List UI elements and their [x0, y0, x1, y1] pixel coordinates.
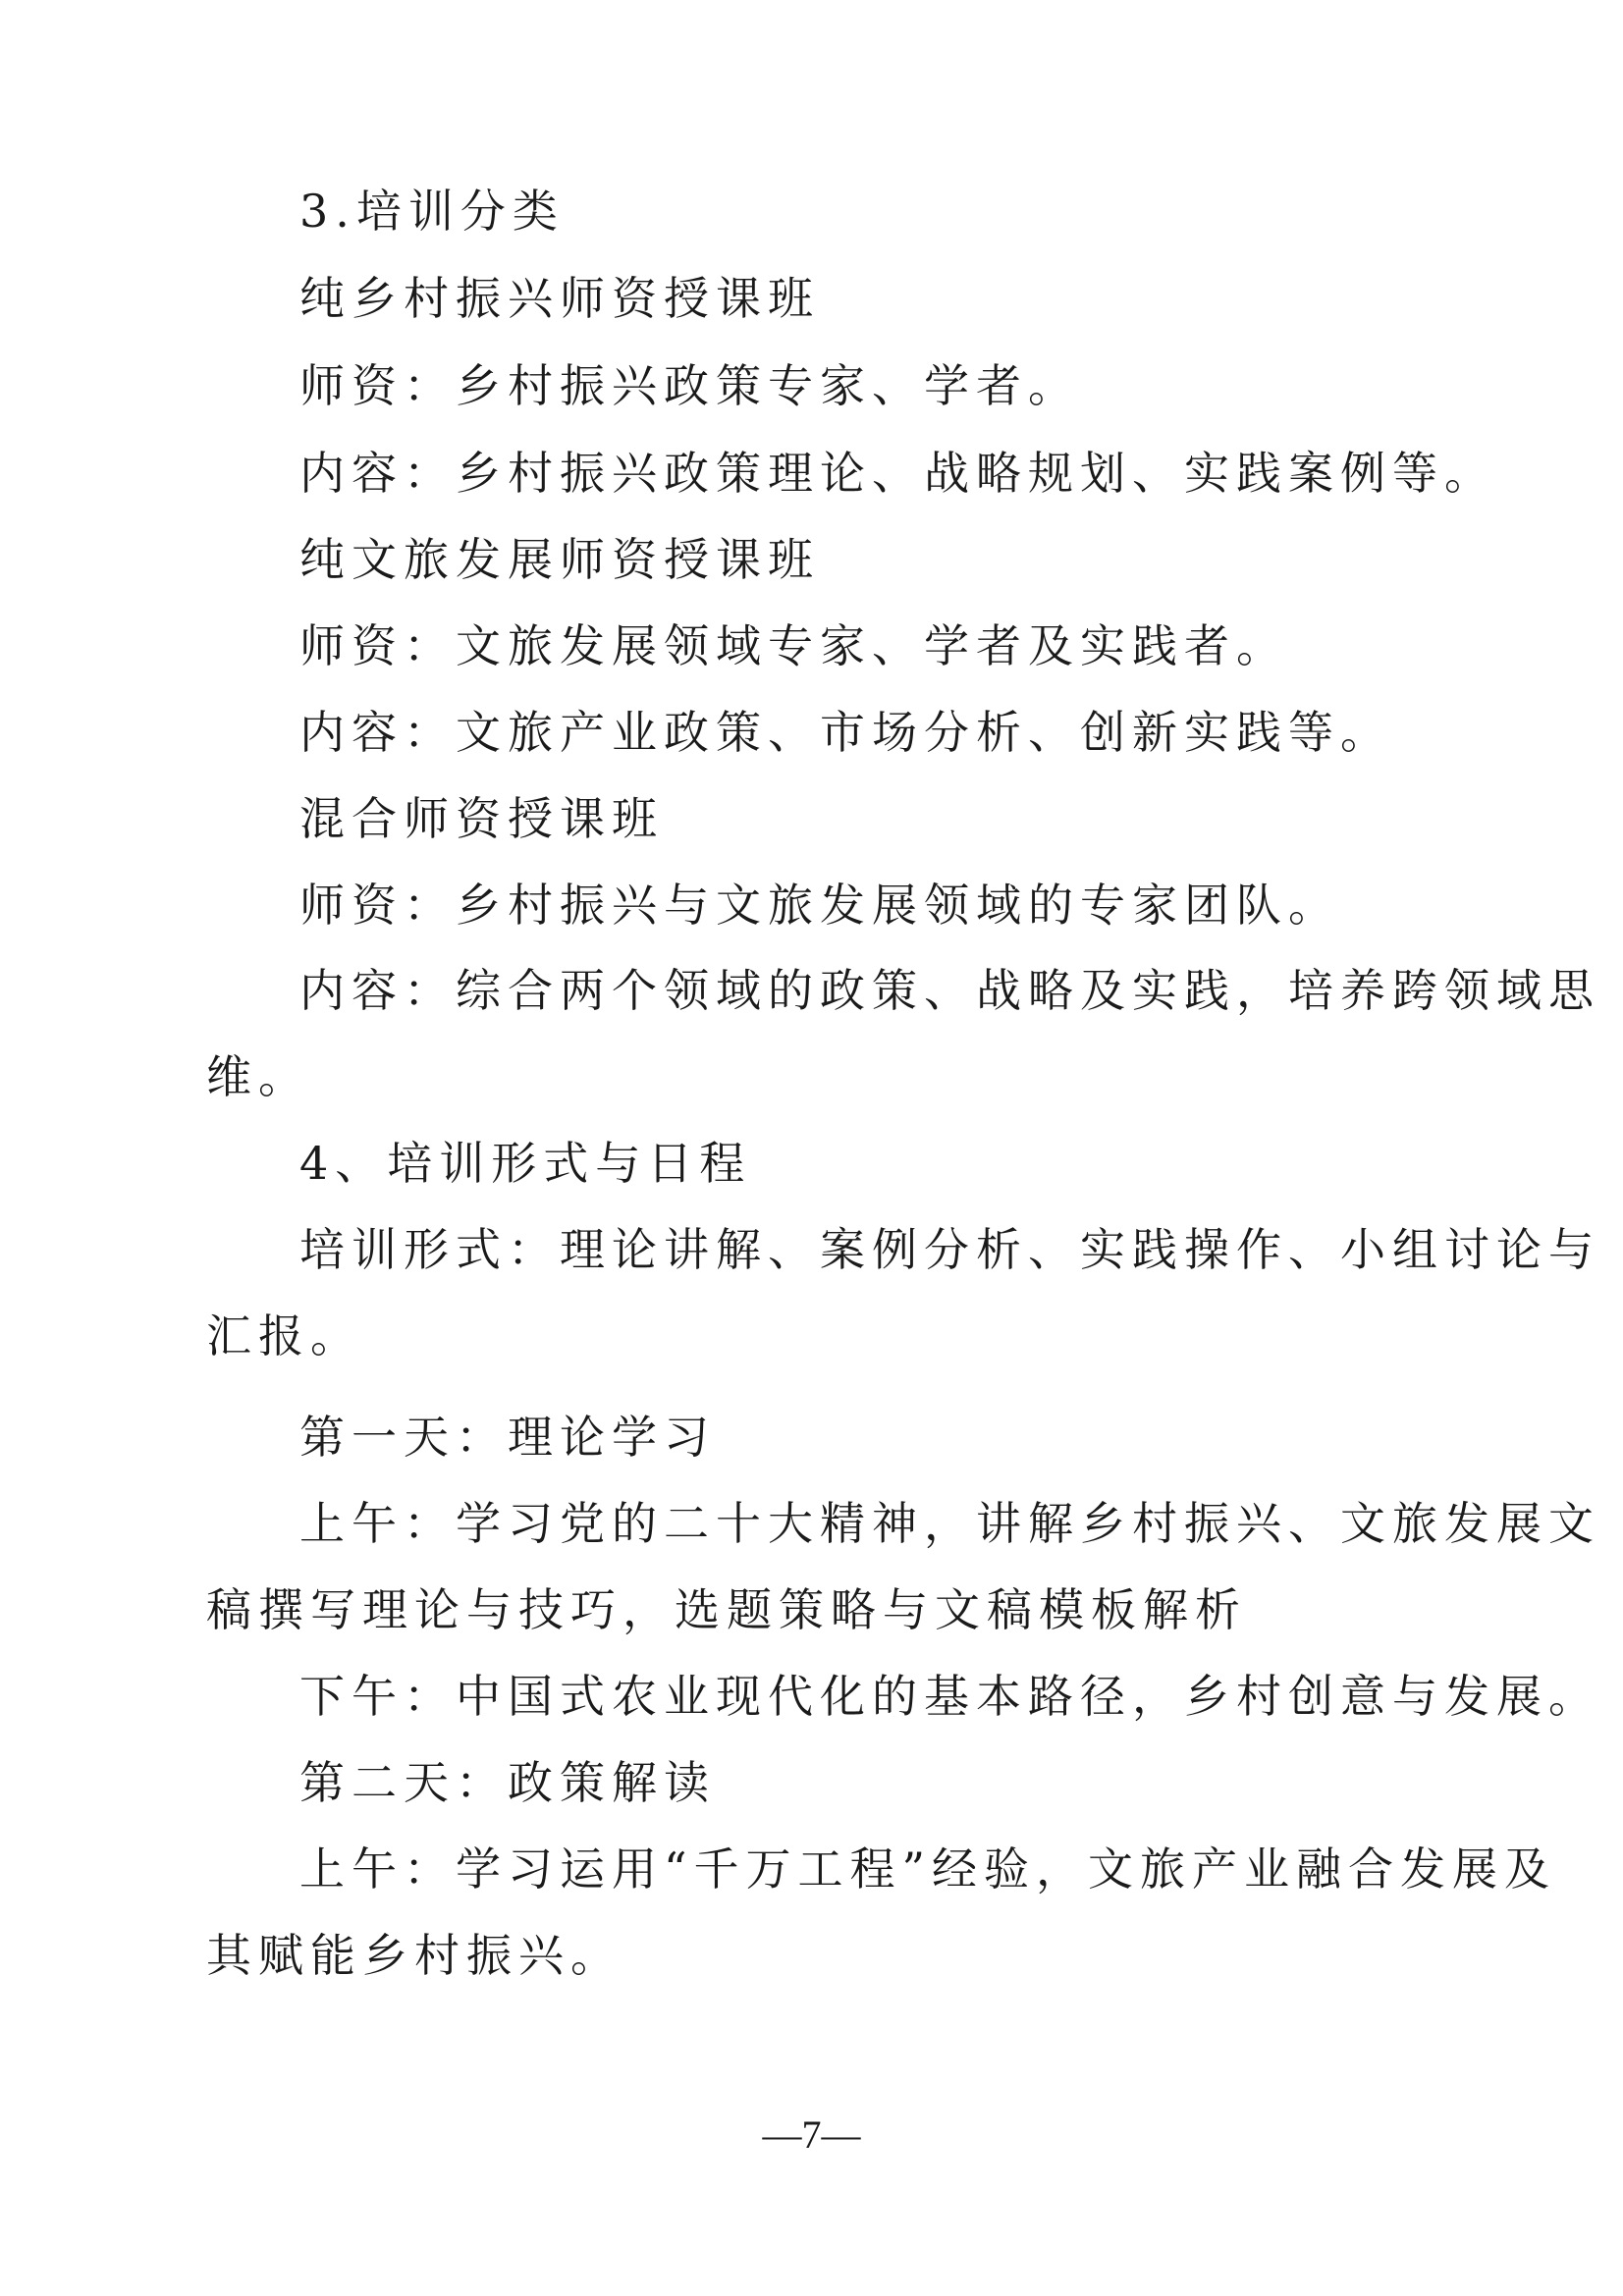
paragraph-line: 师资：乡村振兴政策专家、学者。	[299, 359, 1080, 412]
heading-training-categories: 3.培训分类	[299, 185, 565, 238]
paragraph-line: 内容：综合两个领域的政策、战略及实践，培养跨领域思	[299, 964, 1600, 1017]
category-mixed-class: 混合师资授课班	[299, 792, 664, 845]
category-cultural-tourism-class: 纯文旅发展师资授课班	[299, 533, 820, 586]
paragraph-line: 师资：乡村振兴与文旅发展领域的专家团队。	[299, 879, 1340, 932]
paragraph-line: 汇报。	[206, 1309, 362, 1362]
heading-training-format-schedule: 4、培训形式与日程	[299, 1137, 752, 1190]
heading-day-one: 第一天：理论学习	[299, 1411, 716, 1464]
paragraph-line: 师资：文旅发展领域专家、学者及实践者。	[299, 619, 1288, 672]
paragraph-line: 下午：中国式农业现代化的基本路径，乡村创意与发展。	[299, 1670, 1600, 1723]
heading-day-two: 第二天：政策解读	[299, 1756, 716, 1809]
category-rural-revitalization-class: 纯乡村振兴师资授课班	[299, 272, 820, 325]
paragraph-line: 培训形式：理论讲解、案例分析、实践操作、小组讨论与	[299, 1223, 1600, 1276]
paragraph-line: 内容：文旅产业政策、市场分析、创新实践等。	[299, 706, 1392, 759]
page-number: —7—	[762, 2112, 861, 2157]
paragraph-line: 上午：学习运用“千万工程”经验，文旅产业融合发展及	[299, 1842, 1557, 1896]
paragraph-line: 维。	[206, 1050, 310, 1103]
paragraph-line: 内容：乡村振兴政策理论、战略规划、实践案例等。	[299, 447, 1496, 500]
paragraph-line: 其赋能乡村振兴。	[206, 1929, 622, 1982]
paragraph-line: 稿撰写理论与技巧，选题策略与文稿模板解析	[206, 1583, 1247, 1636]
paragraph-line: 上午：学习党的二十大精神，讲解乡村振兴、文旅发展文	[299, 1497, 1600, 1550]
